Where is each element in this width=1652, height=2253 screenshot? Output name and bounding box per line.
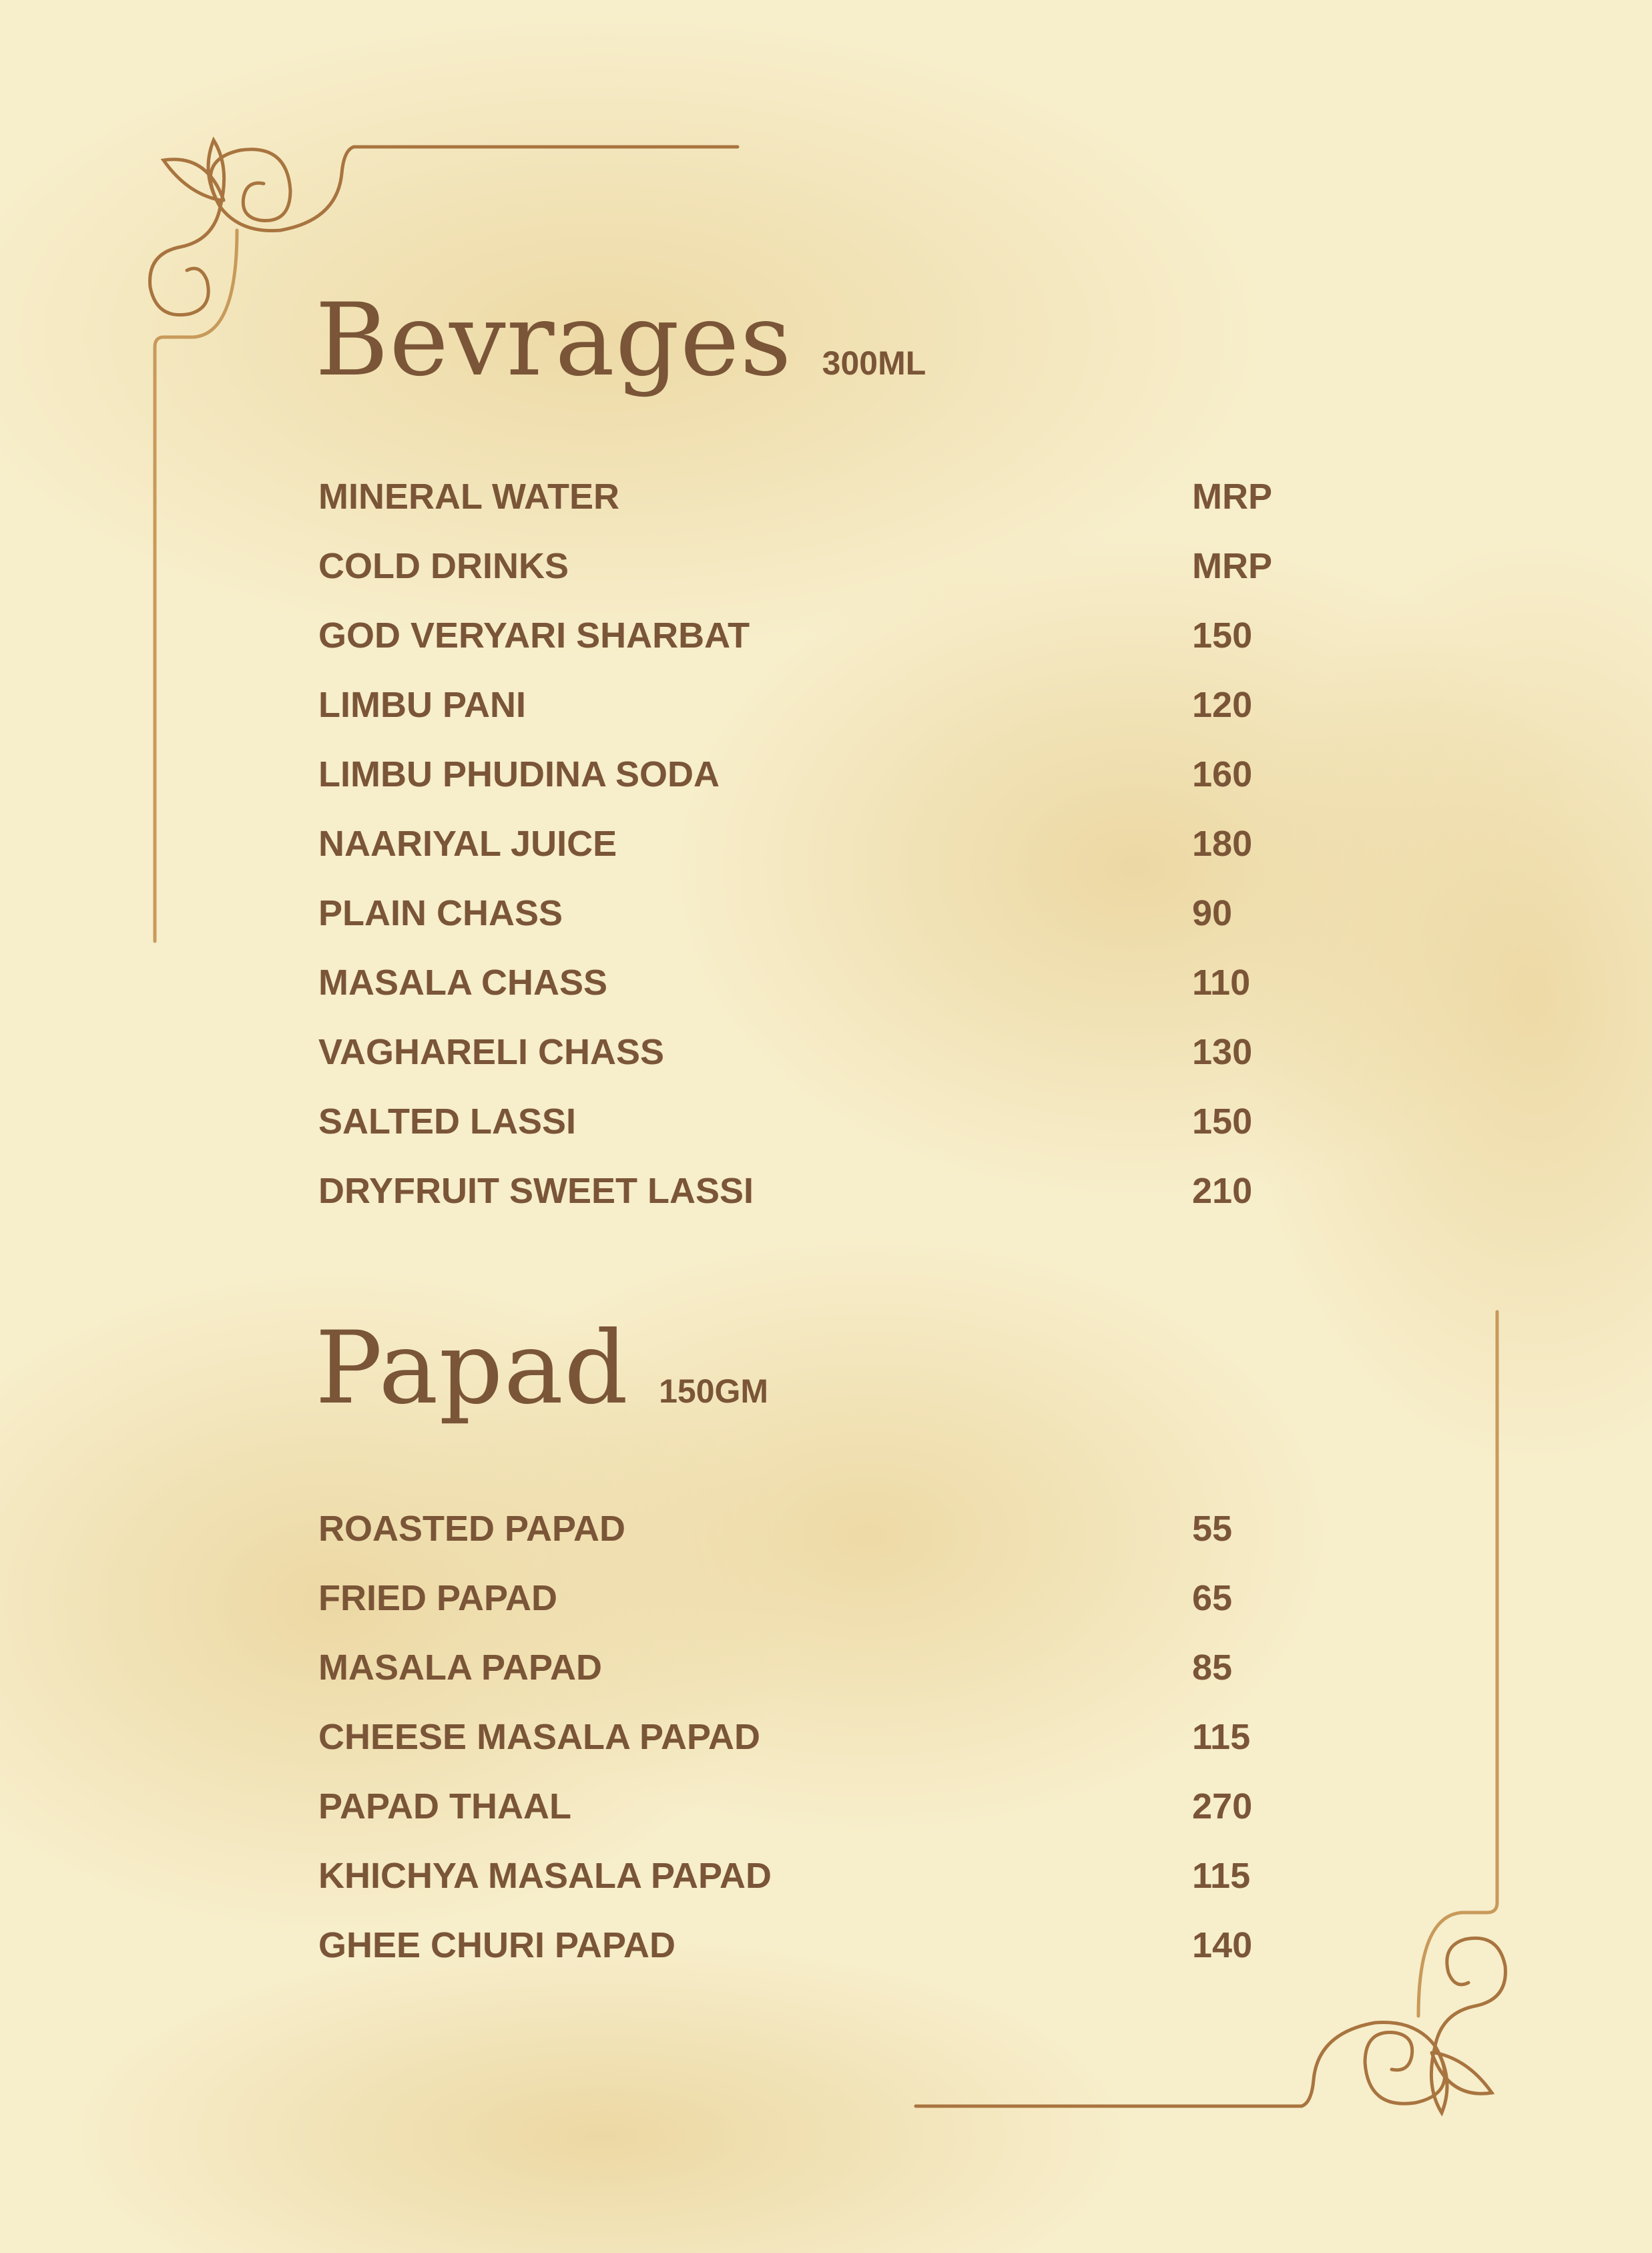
item-price: 140 [1192,1925,1253,1965]
menu-item [318,1772,1360,1841]
item-name: MASALA PAPAD [318,1648,602,1688]
item-name: NAARIYAL JUICE [318,824,617,864]
item-name: ROASTED PAPAD [318,1509,626,1549]
item-price: 90 [1192,893,1233,933]
menu-item [318,948,1360,1017]
section-unit: 150GM [659,1372,769,1410]
menu-item [318,1841,1360,1911]
item-price: 110 [1192,963,1251,1003]
item-price: 55 [1192,1509,1233,1549]
item-name: SALTED LASSI [318,1101,577,1142]
item-name: DRYFRUIT SWEET LASSI [318,1171,754,1211]
item-price: 160 [1192,754,1253,794]
menu-item [318,1494,1360,1563]
menu-item [318,1911,1360,1980]
menu-item [318,1563,1360,1633]
papad-menu-list [318,1494,1360,1980]
item-price: 180 [1192,824,1253,864]
menu-item [318,740,1360,809]
item-name: CHEESE MASALA PAPAD [318,1717,761,1757]
section-heading: Bevrages [315,282,792,399]
item-name: MINERAL WATER [318,477,619,517]
item-name: LIMBU PANI [318,685,526,725]
item-name: PLAIN CHASS [318,893,563,933]
menu-item [318,1017,1360,1087]
menu-item [318,809,1360,879]
item-price: 270 [1192,1786,1253,1826]
item-price: 120 [1192,685,1253,725]
item-name: PAPAD THAAL [318,1786,571,1826]
section-title-papad [315,1310,769,1427]
item-name: LIMBU PHUDINA SODA [318,754,720,794]
menu-item [318,601,1360,670]
item-name: FRIED PAPAD [318,1578,558,1618]
item-name: GHEE CHURI PAPAD [318,1925,676,1965]
beverages-menu-list [318,462,1360,1226]
item-name: KHICHYA MASALA PAPAD [318,1856,772,1896]
item-price: MRP [1192,477,1272,517]
menu-item [318,670,1360,740]
menu-item [318,462,1360,531]
item-price: 210 [1192,1171,1253,1211]
section-heading: Papad [315,1310,629,1427]
item-name: MASALA CHASS [318,963,608,1003]
menu-item [318,1087,1360,1156]
menu-item [318,1702,1360,1772]
item-price: 115 [1192,1856,1251,1896]
item-price: 65 [1192,1578,1233,1618]
menu-item [318,1633,1360,1702]
item-price: MRP [1192,546,1272,586]
item-name: VAGHARELI CHASS [318,1032,665,1072]
item-price: 85 [1192,1648,1233,1688]
item-name: COLD DRINKS [318,546,569,586]
section-unit: 300ML [822,344,926,382]
section-title-beverages [315,282,926,399]
menu-item [318,1156,1360,1226]
menu-item [318,531,1360,601]
item-price: 115 [1192,1717,1251,1757]
item-price: 150 [1192,615,1253,656]
menu-item [318,879,1360,948]
item-name: GOD VERYARI SHARBAT [318,615,750,656]
item-price: 130 [1192,1032,1253,1072]
item-price: 150 [1192,1101,1253,1142]
